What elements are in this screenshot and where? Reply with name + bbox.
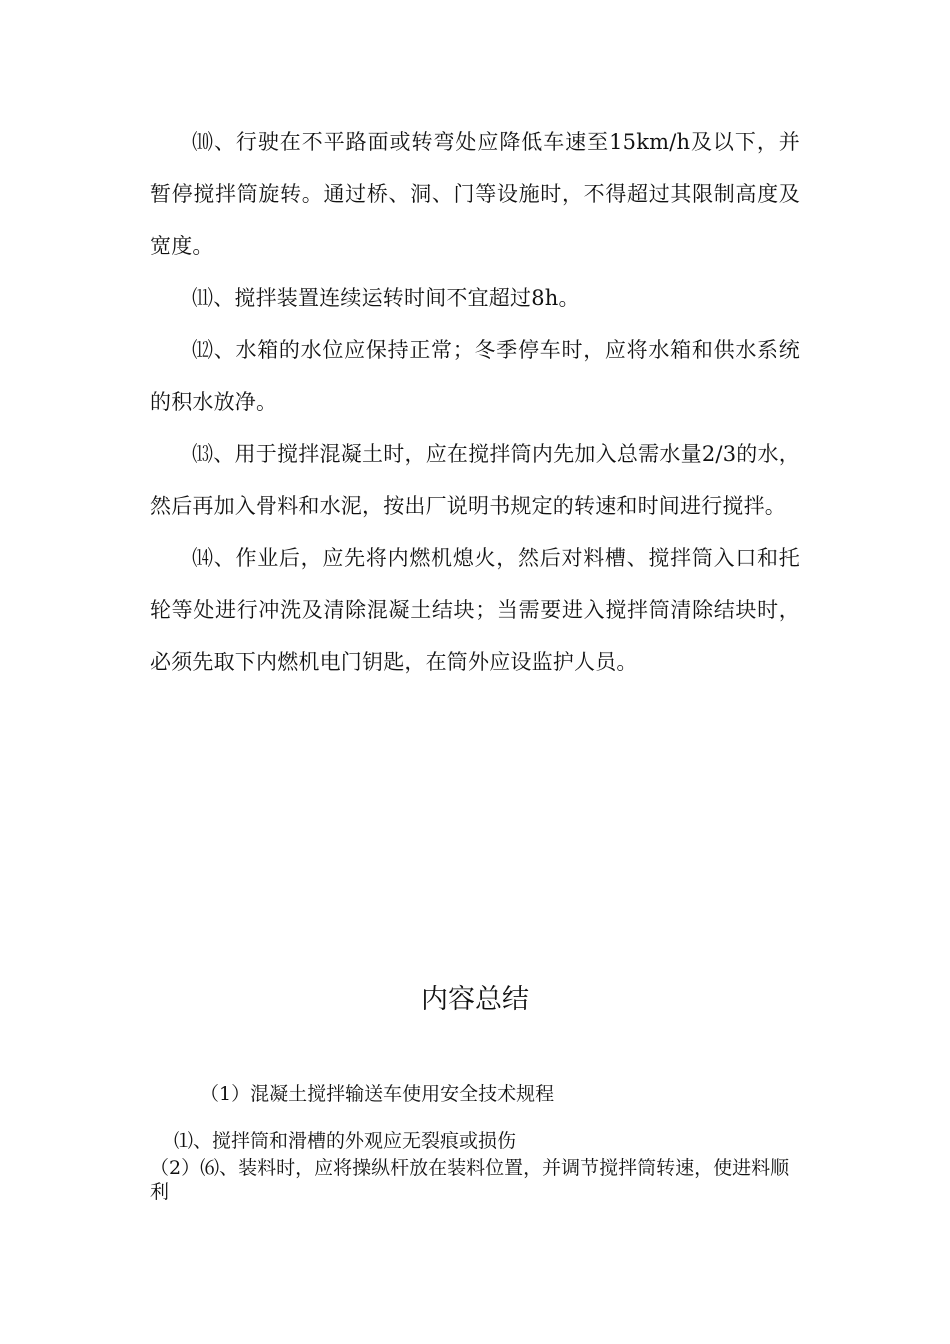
summary-item: ⑴、搅拌筒和滑槽的外观应无裂痕或损伤 [174,1130,517,1152]
paragraph-11: ⑾、搅拌装置连续运转时间不宜超过8h。 [192,286,580,310]
paragraph-14: ⒁、作业后，应先将内燃机熄火，然后对料槽、搅拌筒入口和托轮等处进行冲洗及清除混凝土结块；当需要进入搅拌筒清除结块时，必须先取下内燃机电门钥匙，在筒外应设监护人员。 [150,546,800,674]
paragraph-12: ⑿、水箱的水位应保持正常；冬季停车时，应将水箱和供水系统的积水放净。 [150,338,800,414]
summary-item: （1）混凝土搅拌输送车使用安全技术规程 [200,1083,555,1105]
body-text [150,116,800,688]
summary-title: 内容总结 [421,984,529,1015]
summary-item: （2）⑹、装料时，应将操纵杆放在装料位置，并调节搅拌筒转速，使进料顺利 [150,1157,790,1203]
paragraph-10: ⑽、行驶在不平路面或转弯处应降低车速至15km/h及以下，并暂停搅拌筒旋转。通过桥、洞、门等设施时，不得超过其限制高度及宽度。 [150,130,800,258]
paragraph-13: ⒀、用于搅拌混凝土时，应在搅拌筒内先加入总需水量2/3的水，然后再加入骨料和水泥，按出厂说明书规定的转速和时间进行搅拌。 [150,442,800,518]
